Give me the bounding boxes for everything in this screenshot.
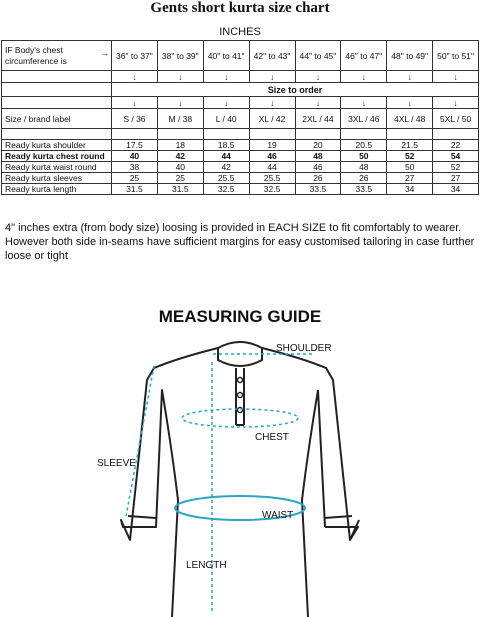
- chest-value: 50" to 51": [433, 41, 479, 71]
- spacer-row: [2, 129, 479, 140]
- chest-value: 44" to 45": [295, 41, 341, 71]
- measurement-value: 46: [249, 151, 295, 162]
- waist-label: WAIST: [262, 510, 294, 521]
- arrow-row: [2, 71, 479, 83]
- sleeve-label: SLEEVE: [97, 458, 136, 469]
- chest-value: 42" to 43": [249, 41, 295, 71]
- arrow-down-icon: ↓: [433, 97, 479, 109]
- measurement-value: 50: [341, 151, 387, 162]
- measurement-value: 34: [387, 184, 433, 195]
- size-value: 5XL / 50: [433, 109, 479, 129]
- measurement-value: 25.5: [203, 173, 249, 184]
- size-to-order-label: Size to order: [112, 83, 479, 97]
- measurement-value: 32.5: [249, 184, 295, 195]
- measurement-value: 38: [112, 162, 158, 173]
- arrow-down-icon: ↓: [203, 71, 249, 83]
- arrow-down-icon: ↓: [387, 97, 433, 109]
- size-value: XL / 42: [249, 109, 295, 129]
- arrow-down-icon: ↓: [157, 97, 203, 109]
- arrow-down-icon: ↓: [295, 97, 341, 109]
- chest-value: 36" to 37": [112, 41, 158, 71]
- size-label-row: [2, 109, 479, 129]
- measurement-label: Ready kurta chest round: [2, 151, 112, 162]
- units-label: INCHES: [219, 26, 261, 38]
- measurement-value: 19: [249, 140, 295, 151]
- arrow-down-icon: ↓: [249, 71, 295, 83]
- measurement-value: 17.5: [112, 140, 158, 151]
- arrow-down-icon: ↓: [203, 97, 249, 109]
- size-chart-table: [1, 40, 479, 195]
- arrow-down-icon: ↓: [112, 71, 158, 83]
- size-value: L / 40: [203, 109, 249, 129]
- measurement-value: 20.5: [341, 140, 387, 151]
- arrow-down-icon: ↓: [249, 97, 295, 109]
- measurement-value: 21.5: [387, 140, 433, 151]
- chest-value: 46" to 47": [341, 41, 387, 71]
- measurement-row: [2, 173, 479, 184]
- arrow-down-icon: ↓: [112, 97, 158, 109]
- kurta-buttons: [238, 378, 243, 413]
- measurement-value: 40: [112, 151, 158, 162]
- measurement-value: 44: [249, 162, 295, 173]
- chest-row: [2, 41, 479, 71]
- arrow-down-icon: ↓: [341, 71, 387, 83]
- measurement-value: 54: [433, 151, 479, 162]
- size-value: S / 36: [112, 109, 158, 129]
- measurement-value: 34: [433, 184, 479, 195]
- measurement-value: 26: [295, 173, 341, 184]
- measurement-value: 44: [203, 151, 249, 162]
- measurement-label: Ready kurta length: [2, 184, 112, 195]
- kurta-measuring-diagram: [0, 330, 480, 617]
- measurement-value: 40: [157, 162, 203, 173]
- size-value: 2XL / 44: [295, 109, 341, 129]
- measurement-value: 20: [295, 140, 341, 151]
- measurement-label: Ready kurta shoulder: [2, 140, 112, 151]
- measurement-value: 18.5: [203, 140, 249, 151]
- button-dot: [238, 408, 243, 413]
- measurement-value: 31.5: [157, 184, 203, 195]
- size-label: Size / brand label: [2, 109, 112, 129]
- measurement-row: [2, 151, 479, 162]
- arrow-down-icon: ↓: [433, 71, 479, 83]
- chest-label: IF Body's chest circumference is: [5, 44, 67, 66]
- measurement-value: 22: [433, 140, 479, 151]
- size-value: M / 38: [157, 109, 203, 129]
- arrow-down-icon: ↓: [157, 71, 203, 83]
- button-dot: [238, 393, 243, 398]
- measurement-value: 18: [157, 140, 203, 151]
- measurement-value: 27: [433, 173, 479, 184]
- chest-label: CHEST: [255, 432, 289, 443]
- measurement-label: Ready kurta sleeves: [2, 173, 112, 184]
- chest-value: 38" to 39": [157, 41, 203, 71]
- measurement-row: [2, 162, 479, 173]
- measurement-value: 26: [341, 173, 387, 184]
- measurement-value: 25: [157, 173, 203, 184]
- measurement-value: 42: [203, 162, 249, 173]
- arrow-down-icon: ↓: [295, 71, 341, 83]
- chest-value: 40" to 41": [203, 41, 249, 71]
- chest-value: 48" to 49": [387, 41, 433, 71]
- measurement-value: 25: [112, 173, 158, 184]
- arrow-down-icon: ↓: [387, 71, 433, 83]
- measurement-value: 52: [433, 162, 479, 173]
- measurement-value: 31.5: [112, 184, 158, 195]
- chest-label-cell: [2, 41, 112, 71]
- arrow-row: [2, 97, 479, 109]
- page-title: Gents short kurta size chart: [150, 0, 330, 16]
- measurement-row: [2, 140, 479, 151]
- button-dot: [238, 378, 243, 383]
- loosing-note: 4" inches extra (from body size) loosing is provided in EACH SIZE to fit comfortably to wearer. However both side in-seams have sufficient margins for easy customised tailoring in case further loose or tight: [5, 222, 475, 262]
- measurement-value: 33.5: [295, 184, 341, 195]
- measurement-value: 48: [295, 151, 341, 162]
- measurement-value: 33.5: [341, 184, 387, 195]
- measurement-value: 25.5: [249, 173, 295, 184]
- shoulder-label: SHOULDER: [276, 343, 332, 354]
- length-label: LENGTH: [186, 560, 227, 571]
- size-value: 3XL / 46: [341, 109, 387, 129]
- measurement-value: 48: [341, 162, 387, 173]
- size-value: 4XL / 48: [387, 109, 433, 129]
- measurement-value: 50: [387, 162, 433, 173]
- measurement-row: [2, 184, 479, 195]
- measurement-value: 32.5: [203, 184, 249, 195]
- measurement-label: Ready kurta waist round: [2, 162, 112, 173]
- measure-lines: [126, 354, 314, 612]
- measurement-value: 52: [387, 151, 433, 162]
- arrow-down-icon: ↓: [341, 97, 387, 109]
- measurement-value: 27: [387, 173, 433, 184]
- measurement-value: 42: [157, 151, 203, 162]
- arrow-right-icon: →: [100, 48, 109, 58]
- measurement-value: 46: [295, 162, 341, 173]
- measuring-guide-title: MEASURING GUIDE: [158, 307, 322, 326]
- size-to-order-row: [2, 83, 479, 97]
